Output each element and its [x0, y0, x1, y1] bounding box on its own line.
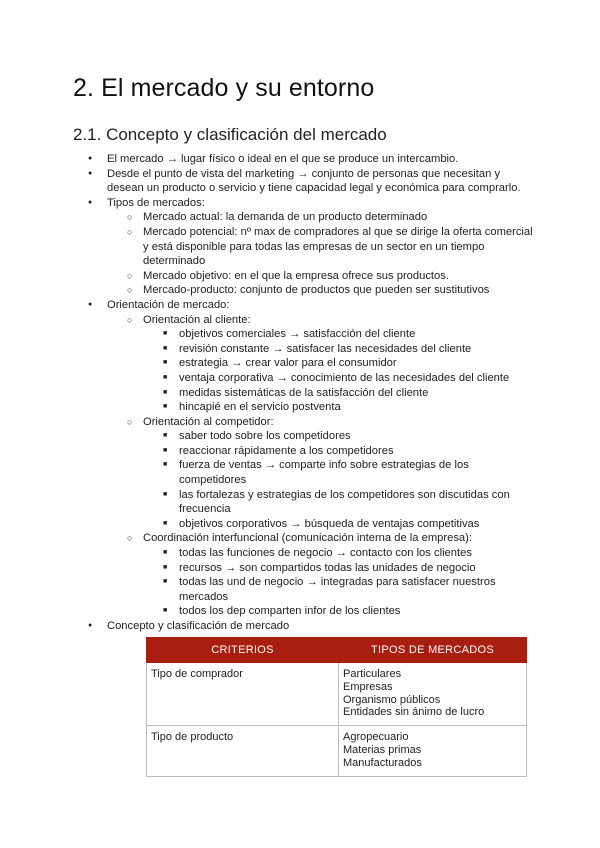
list-item: ■ ventaja corporativa → conocimiento de las necesidades del cliente	[143, 371, 533, 386]
list-item-label: Orientación al cliente:	[143, 313, 251, 326]
cell-line: Entidades sin ánimo de lucro	[343, 706, 485, 719]
table-cell-tipos	[339, 726, 527, 776]
bullet-list	[73, 152, 533, 634]
page-title: 2. El mercado y su entorno	[73, 74, 375, 102]
list-item: ○ Mercado potencial: nº max de compradores al que se dirige la oferta comercial y está disponible para todas las empresas de un sector en un tiempo determinado	[107, 225, 533, 269]
list-item-label: Orientación de mercado:	[107, 298, 230, 311]
table-cell-criterio: Tipo de comprador	[147, 663, 339, 726]
list-item: ■ objetivos corporativos → búsqueda de ventajas competitivas	[143, 517, 533, 532]
list-item: ■ todas las und de negocio → integradas para satisfacer nuestros mercados	[143, 575, 533, 604]
competidor-list	[143, 429, 533, 531]
cliente-list	[143, 327, 533, 415]
list-item: ■ objetivos comerciales → satisfacción del cliente	[143, 327, 533, 342]
table-header-row	[147, 638, 527, 663]
list-item: ○ Mercado actual: la demanda de un producto determinado	[107, 210, 533, 225]
column-header-criterios: CRITERIOS	[147, 638, 339, 663]
table-row	[147, 726, 527, 776]
cell-line: Empresas	[343, 680, 393, 693]
list-item: ■ todas las funciones de negocio → contacto con los clientes	[143, 546, 533, 561]
list-item: ■ saber todo sobre los competidores	[143, 429, 533, 444]
section-heading: 2.1. Concepto y clasificación del mercado	[73, 125, 387, 144]
column-header-tipos: TIPOS DE MERCADOS	[339, 638, 527, 663]
list-item: ■ las fortalezas y estrategias de los competidores son discutidas con frecuencia	[143, 488, 533, 517]
market-classification-table	[146, 637, 527, 777]
list-item	[107, 313, 533, 415]
list-item: ● Concepto y clasificación de mercado	[73, 619, 533, 634]
cell-line: Agropecuario	[343, 731, 409, 744]
tipos-list	[107, 210, 533, 298]
list-item: ● El mercado → lugar físico o ideal en el que se produce un intercambio.	[73, 152, 533, 167]
list-item	[107, 415, 533, 532]
list-item: ■ revisión constante → satisfacer las necesidades del cliente	[143, 342, 533, 357]
list-item	[107, 531, 533, 619]
content-body	[73, 152, 533, 634]
list-item	[73, 196, 533, 298]
orientacion-list	[107, 313, 533, 619]
list-item: ■ todos los dep comparten infor de los clientes	[143, 604, 533, 619]
list-item: ■ reaccionar rápidamente a los competidores	[143, 444, 533, 459]
cell-line: Materias primas	[343, 743, 422, 756]
list-item: ● Desde el punto de vista del marketing → conjunto de personas que necesitan y desean un producto o servicio y tiene capacidad legal y económica para comprarlo.	[73, 167, 533, 196]
cell-line: Manufacturados	[343, 756, 422, 769]
list-item: ■ fuerza de ventas → comparte info sobre estrategias de los competidores	[143, 458, 533, 487]
table-cell-criterio: Tipo de producto	[147, 726, 339, 776]
list-item: ■ estrategia → crear valor para el consumidor	[143, 356, 533, 371]
list-item-label: Coordinación interfuncional (comunicación interna de la empresa):	[143, 532, 472, 545]
table-row	[147, 663, 527, 726]
list-item: ■ medidas sistemáticas de la satisfacción del cliente	[143, 386, 533, 401]
list-item: ■ hincapié en el servicio postventa	[143, 400, 533, 415]
table-cell-tipos	[339, 663, 527, 726]
cell-line: Particulares	[343, 668, 402, 680]
list-item: ○ Mercado objetivo: en el que la empresa ofrece sus productos.	[107, 269, 533, 284]
list-item: ■ recursos → son compartidos todas las unidades de negocio	[143, 561, 533, 576]
list-item: ○ Mercado-producto: conjunto de productos que pueden ser sustitutivos	[107, 283, 533, 298]
list-item	[73, 298, 533, 619]
cell-line: Organismo públicos	[343, 693, 441, 706]
coordinacion-list	[143, 546, 533, 619]
list-item-label: Orientación al competidor:	[143, 415, 274, 428]
list-item-label: Tipos de mercados:	[107, 196, 205, 209]
